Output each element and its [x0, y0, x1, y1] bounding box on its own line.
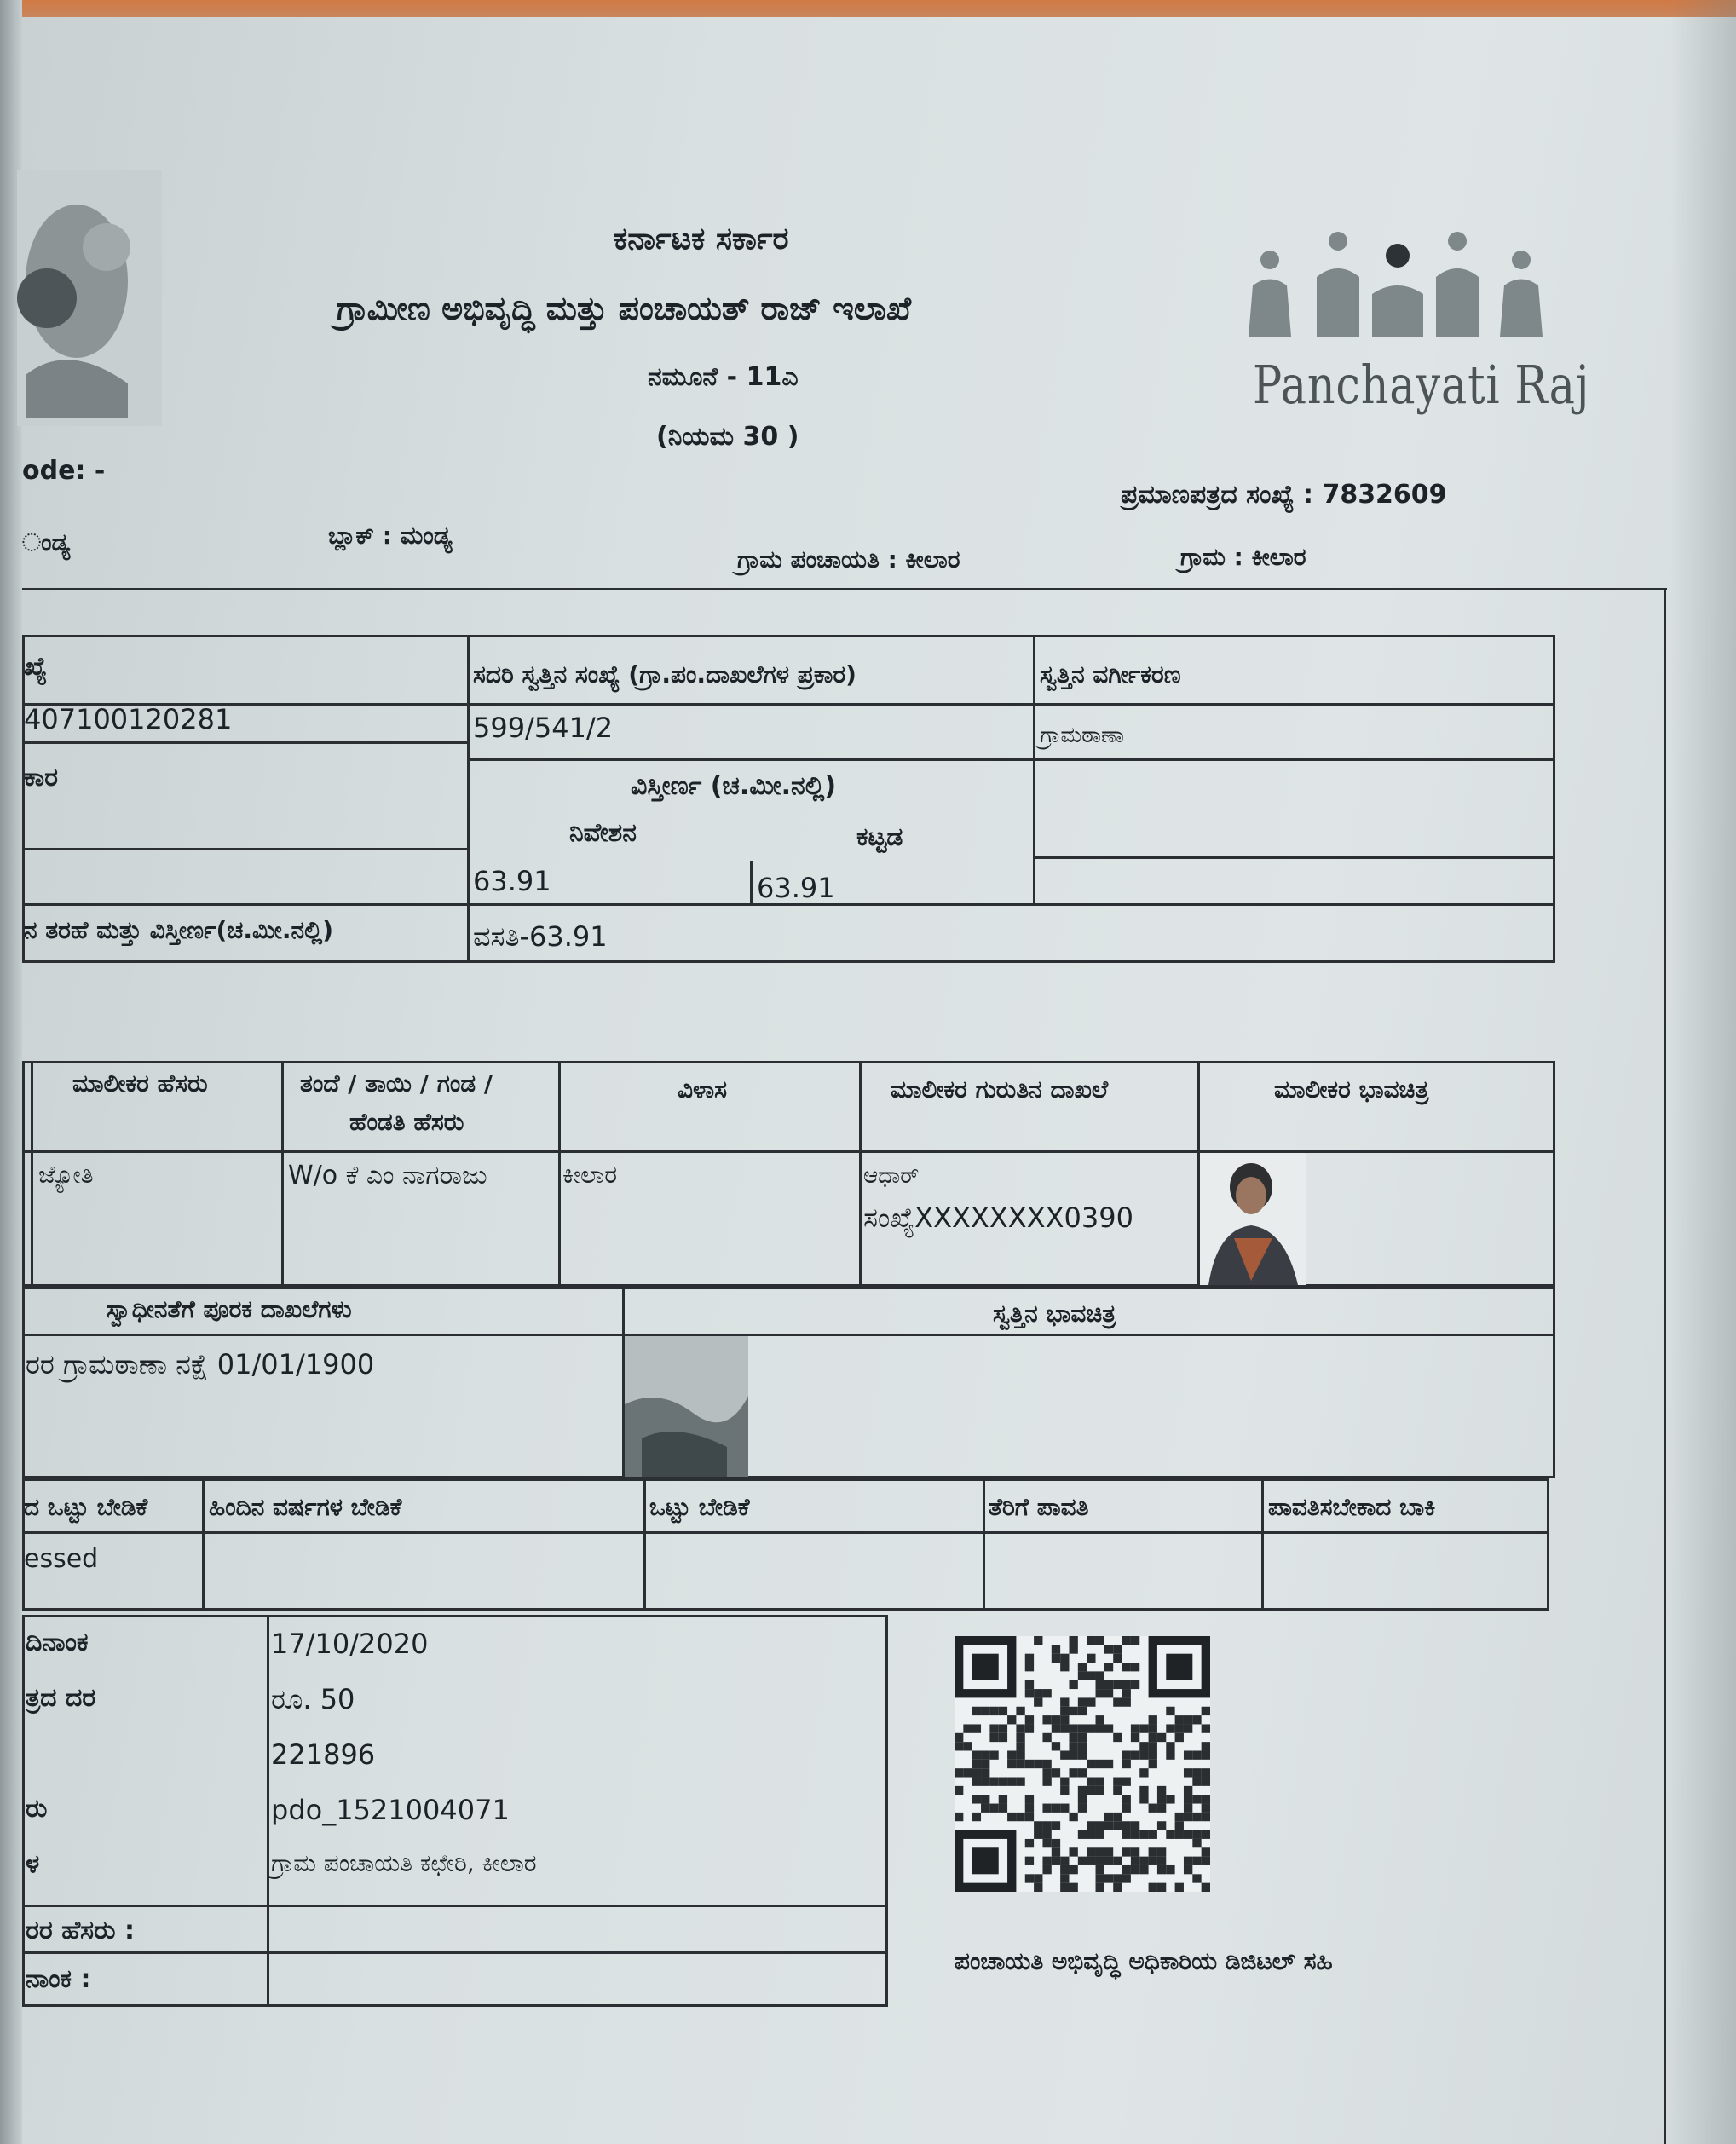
gp-number-value: 599/541/2 [473, 712, 614, 744]
building-area-label: ಕಟ್ಟಡ [856, 822, 903, 852]
classification-value: ಗ್ರಾಮಠಾಣಾ [1040, 723, 1125, 748]
owner-relation: W/o ಕೆ ಎಂ ನಾಗರಾಜು [288, 1161, 487, 1190]
frame-right [1664, 588, 1666, 2144]
place-value: ಗ್ರಾಮ ಪಂಚಾಯತಿ ಕಛೇರಿ, ಕೀಲಾರ [271, 1849, 537, 1877]
receipt-value: 221896 [271, 1738, 376, 1771]
owner-photo [1200, 1153, 1306, 1285]
property-type-label: ಕಾರ [24, 763, 58, 792]
issuer-label: ರು [26, 1794, 48, 1824]
district-label: ಂಡ್ಯ [22, 528, 71, 556]
recipient-name-label: ರರ ಹೆಸರು : [26, 1916, 135, 1945]
block-label: ಬ್ಲಾಕ್ : ಮಂಡ್ಯ [328, 522, 453, 550]
owner-photo-header: ಮಾಲೀಕರ ಭಾವಚಿತ್ರ [1274, 1075, 1429, 1104]
area-label: ವಿಸ್ತೀರ್ಣ (ಚ.ಮೀ.ನಲ್ಲಿ) [631, 771, 837, 801]
recipient-date-label: ನಾಂಕ : [26, 1964, 91, 1994]
digital-signature-label: ಪಂಚಾಯತಿ ಅಭಿವೃದ್ಧಿ ಅಧಿಕಾರಿಯ ಡಿಜಿಟಲ್ ಸಹಿ [955, 1947, 1333, 1975]
owner-name: ಜ್ಯೋತಿ [38, 1161, 94, 1189]
property-photo-label: ಸ್ವತ್ತಿನ ಭಾವಚಿತ್ರ [993, 1300, 1116, 1328]
panchayati-raj-logo-icon [1244, 226, 1551, 345]
govt-title: ಕರ್ನಾಟಕ ಸರ್ಕಾರ [614, 222, 789, 256]
form-number: ನಮೂನೆ - 11ಎ [648, 362, 799, 392]
address-header: ವಿಳಾಸ [678, 1075, 728, 1104]
site-area-label: ನಿವೇಶನ [569, 818, 637, 848]
code-label: ode: - [22, 456, 106, 486]
usage-value: ವಸತಿ-63.91 [473, 920, 608, 953]
ownership-docs-label: ಸ್ವಾಧೀನತೆಗೆ ಪೂರಕ ದಾಖಲೆಗಳು [107, 1295, 352, 1323]
property-id-value: 407100120281 [24, 703, 233, 735]
top-edge [0, 0, 1736, 17]
owner-name-header: ಮಾಲೀಕರ ಹೆಸರು [72, 1069, 208, 1098]
fee-label: ತ್ರದ ದರ [26, 1683, 96, 1713]
property-photo [625, 1336, 748, 1477]
right-shadow [1670, 0, 1736, 2144]
tax-header-balance: ಪಾವತಿಸಬೇಕಾದ ಬಾಕಿ [1268, 1493, 1436, 1521]
fee-value: ರೂ. 50 [271, 1683, 355, 1715]
relation-header-2: ಹೆಂಡತಿ ಹೆಸರು [349, 1108, 464, 1136]
tax-header-current: ದ ಒಟ್ಟು ಬೇಡಿಕೆ [24, 1493, 148, 1521]
place-label: ಳ [26, 1849, 40, 1879]
site-area-value: 63.91 [473, 865, 551, 897]
classification-label: ಸ್ವತ್ತಿನ ವರ್ಗೀಕರಣ [1040, 660, 1181, 689]
tax-header-previous: ಹಿಂದಿನ ವರ್ಷಗಳ ಬೇಡಿಕೆ [209, 1493, 402, 1521]
ownership-docs-value: ರರ ಗ್ರಾಮಠಾಣಾ ನಕ್ಷೆ 01/01/1900 [26, 1348, 375, 1380]
tax-header-total: ಒಟ್ಟು ಬೇಡಿಕೆ [649, 1493, 750, 1521]
gp-number-label: ಸದರಿ ಸ್ವತ್ತಿನ ಸಂಖ್ಯೆ (ಗ್ರಾ.ಪಂ.ದಾಖಲೆಗಳ ಪ್ರಕಾರ) [473, 660, 856, 689]
owner-id-number: ಸಂಖ್ಯೆXXXXXXXX0390 [863, 1202, 1133, 1234]
issue-date-value: 17/10/2020 [271, 1628, 429, 1660]
property-id-label: ಖ್ಯೆ [24, 652, 48, 682]
karnataka-emblem-icon [17, 170, 162, 426]
owner-id-type: ಆಧಾರ್ [863, 1163, 920, 1189]
issuer-value: pdo_1521004071 [271, 1794, 510, 1826]
gram-panchayat-label: ಗ್ರಾಮ ಪಂಚಾಯತಿ : ಕೀಲಾರ [737, 545, 960, 573]
department-title: ಗ್ರಾಮೀಣ ಅಭಿವೃದ್ಧಿ ಮತ್ತು ಪಂಚಾಯತ್ ರಾಜ್ ಇಲಾಖೆ [337, 290, 912, 327]
tax-current-value: essed [24, 1544, 99, 1574]
frame-top [22, 588, 1667, 590]
relation-header: ತಂದೆ / ತಾಯಿ / ಗಂಡ / [300, 1069, 493, 1098]
owner-address: ಕೀಲಾರ [562, 1161, 618, 1189]
rule-number: (ನಿಯಮ 30 ) [656, 422, 799, 452]
certificate-number: ಪ್ರಮಾಣಪತ್ರದ ಸಂಖ್ಯೆ : 7832609 [1121, 480, 1447, 510]
id-doc-header: ಮಾಲೀಕರ ಗುರುತಿನ ದಾಖಲೆ [891, 1075, 1109, 1104]
village-label: ಗ್ರಾಮ : ಕೀಲಾರ [1180, 543, 1306, 571]
tax-header-paid: ತೆರಿಗೆ ಪಾವತಿ [989, 1493, 1089, 1521]
issue-date-label: ದಿನಾಂಕ [26, 1628, 89, 1657]
panchayati-raj-text: Panchayati Raj [1253, 354, 1590, 416]
usage-label: ನ ತರಹೆ ಮತ್ತು ವಿಸ್ತೀರ್ಣ(ಚ.ಮೀ.ನಲ್ಲಿ) [24, 916, 334, 944]
building-area-value: 63.91 [757, 872, 835, 904]
qr-code [955, 1636, 1210, 1892]
